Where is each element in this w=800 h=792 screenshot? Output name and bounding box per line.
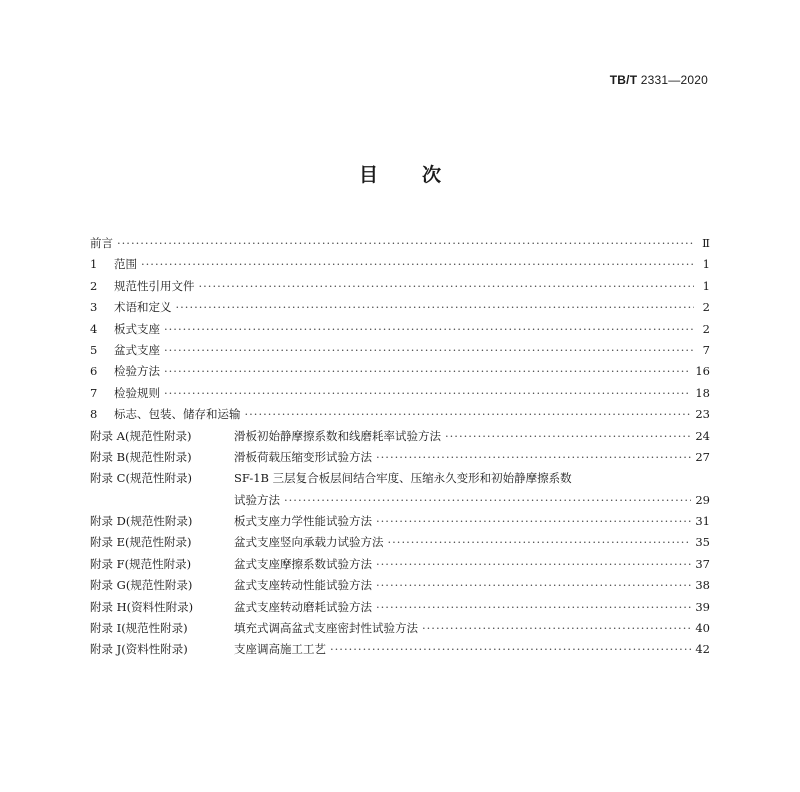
toc-entry-number: 2 [90, 278, 98, 293]
toc-entry[interactable] [90, 639, 710, 660]
toc-entry-page: 38 [695, 578, 710, 593]
toc-entry-page: 40 [695, 621, 710, 636]
toc-entry-label: 盆式支座转动性能试验方法 [234, 578, 372, 593]
toc-entry-number: 5 [90, 342, 98, 357]
toc-entry-page: 37 [695, 556, 710, 571]
toc-leader-dots [141, 254, 694, 275]
toc-entry-page: 1 [702, 257, 710, 272]
toc-entry-label: 试验方法 [234, 492, 280, 507]
toc-entry-label: 规范性引用文件 [114, 278, 195, 293]
toc-entry-appendix: 附录 B(规范性附录) [90, 449, 192, 464]
toc-entry[interactable] [90, 254, 710, 275]
toc-entry[interactable] [90, 490, 710, 511]
toc-entry[interactable] [90, 447, 710, 468]
toc-entry-number: 1 [90, 257, 98, 272]
toc-entry-label: 盆式支座竖向承载力试验方法 [234, 535, 384, 550]
toc-entry-page: 18 [695, 385, 710, 400]
toc-entry-appendix: 附录 J(资料性附录) [90, 642, 188, 657]
toc-entry-number: 6 [90, 364, 98, 379]
toc-leader-dots [284, 490, 691, 511]
toc-entry[interactable] [90, 340, 710, 361]
toc-entry-appendix: 附录 A(规范性附录) [90, 428, 192, 443]
toc-entry-appendix: 附录 F(规范性附录) [90, 556, 192, 571]
toc-leader-dots [376, 575, 691, 596]
toc-entry-label: 板式支座 [114, 321, 160, 336]
toc-entry-page: 35 [695, 535, 710, 550]
toc-entry-label: 标志、包装、储存和运输 [114, 407, 241, 422]
toc-entry[interactable] [90, 361, 710, 382]
toc-leader-dots [117, 233, 694, 254]
toc-leader-dots [164, 319, 694, 340]
toc-entry-page: 2 [702, 300, 710, 315]
toc-leader-dots [422, 618, 691, 639]
toc-entry-appendix: 附录 C(规范性附录) [90, 471, 192, 486]
toc-leader-dots [199, 276, 695, 297]
toc-title [0, 160, 800, 187]
toc-leader-dots [445, 426, 691, 447]
toc-entry[interactable] [90, 383, 710, 404]
toc-entry-page: 39 [695, 599, 710, 614]
toc-entry-label: 填充式调高盆式支座密封性试验方法 [234, 621, 418, 636]
toc-entry[interactable] [90, 554, 710, 575]
toc-entry-page: 1 [702, 278, 710, 293]
toc-entry-page: 2 [702, 321, 710, 336]
toc-leader-dots [376, 511, 691, 532]
toc-entry-number: 8 [90, 407, 98, 422]
toc-entry[interactable] [90, 319, 710, 340]
toc-title-char-2: 次 [422, 164, 442, 186]
document-code-prefix: TB/T [609, 73, 638, 87]
toc-leader-dots [176, 297, 695, 318]
toc-entry-label: 术语和定义 [114, 300, 172, 315]
toc-leader-dots [164, 361, 691, 382]
toc-entry-number: 3 [90, 300, 98, 315]
toc-entry-appendix: 附录 I(规范性附录) [90, 621, 188, 636]
toc-entry[interactable] [90, 276, 710, 297]
toc-entry[interactable] [90, 532, 710, 553]
toc-leader-dots [245, 404, 692, 425]
toc-title-char-1: 目 [358, 164, 378, 186]
toc-entry-number: 7 [90, 385, 98, 400]
toc-entry-label: 支座调高施工工艺 [234, 642, 326, 657]
toc-entry-label: 范围 [114, 257, 137, 272]
toc-entry-appendix: 附录 E(规范性附录) [90, 535, 192, 550]
toc-entry-page: 27 [695, 449, 710, 464]
document-code [610, 73, 708, 87]
toc-entry[interactable] [90, 597, 710, 618]
toc-entry-label: 前言 [90, 236, 113, 250]
toc-entry[interactable] [90, 297, 710, 318]
toc-entry-label: SF-1B 三层复合板层间结合牢度、压缩永久变形和初始静摩擦系数 [234, 471, 572, 486]
toc-entry-page: 7 [702, 342, 710, 357]
toc-entry[interactable] [90, 575, 710, 596]
toc-leader-dots [376, 597, 691, 618]
toc-entry-page: Ⅱ [702, 236, 710, 250]
toc-leader-dots [388, 532, 692, 553]
toc-entry-page: 29 [695, 492, 710, 507]
toc-entry-label: 板式支座力学性能试验方法 [234, 514, 372, 529]
toc-entry-label: 检验方法 [114, 364, 160, 379]
toc-entry[interactable] [90, 618, 710, 639]
toc-entry-page: 24 [695, 428, 710, 443]
toc-entry-label: 滑板荷载压缩变形试验方法 [234, 449, 372, 464]
toc-leader-dots [376, 447, 691, 468]
toc-leader-dots [330, 639, 691, 660]
toc-entry-label: 盆式支座摩擦系数试验方法 [234, 556, 372, 571]
toc-entry[interactable] [90, 404, 710, 425]
toc-entry[interactable] [90, 426, 710, 447]
toc-leader-dots [164, 340, 694, 361]
toc-entry-number: 4 [90, 321, 98, 336]
table-of-contents [90, 233, 710, 661]
toc-entry-appendix: 附录 D(规范性附录) [90, 514, 193, 529]
toc-entry-label: 滑板初始静摩擦系数和线磨耗率试验方法 [234, 428, 441, 443]
toc-entry-appendix: 附录 H(资料性附录) [90, 599, 194, 614]
toc-entry-label: 盆式支座 [114, 342, 160, 357]
toc-entry-page: 42 [695, 642, 710, 657]
toc-entry[interactable] [90, 511, 710, 532]
toc-entry[interactable] [90, 233, 710, 254]
toc-entry-page: 23 [695, 407, 710, 422]
toc-entry-page: 31 [695, 514, 710, 529]
toc-leader-dots [164, 383, 691, 404]
toc-entry-label: 检验规则 [114, 385, 160, 400]
toc-leader-dots [376, 554, 691, 575]
toc-entry-page: 16 [695, 364, 710, 379]
toc-entry[interactable] [90, 468, 710, 489]
toc-entry-label: 盆式支座转动磨耗试验方法 [234, 599, 372, 614]
toc-entry-appendix: 附录 G(规范性附录) [90, 578, 193, 593]
document-code-number: 2331—2020 [640, 73, 708, 87]
